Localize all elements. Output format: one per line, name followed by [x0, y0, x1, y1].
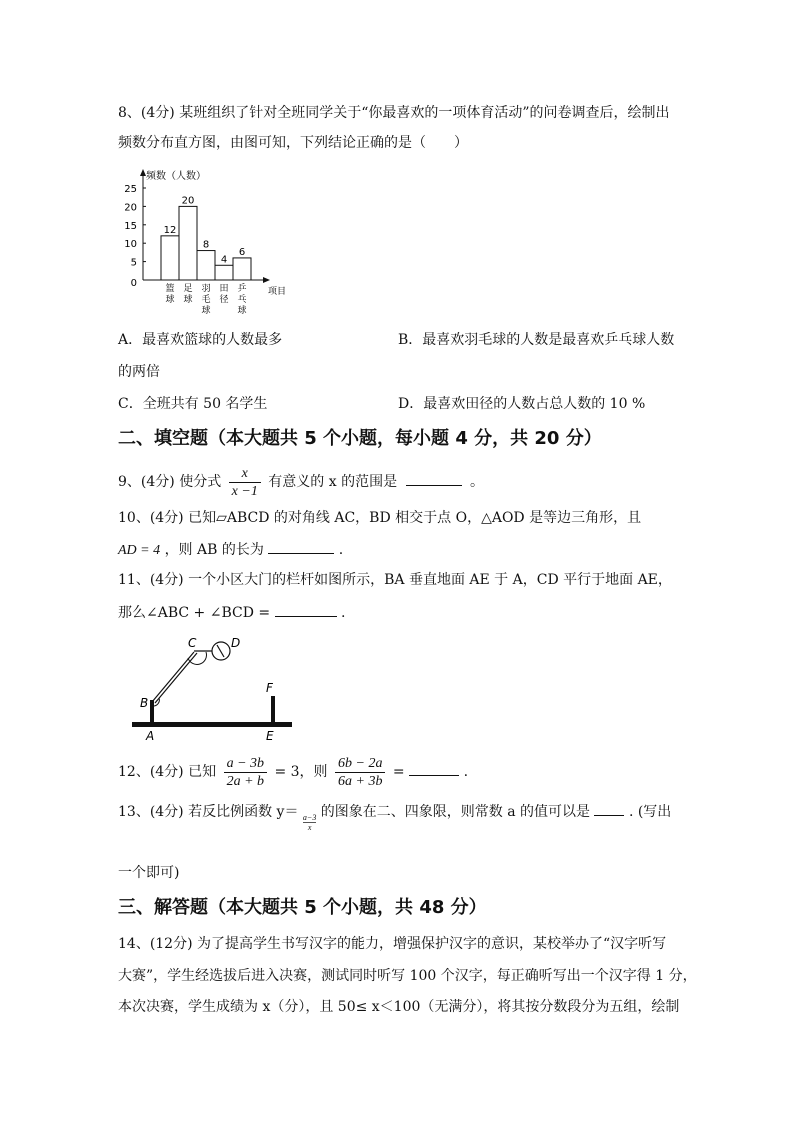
q11-answer-blank[interactable]: [275, 602, 337, 617]
arm-bc-2: [155, 653, 197, 703]
gate-barrier-figure: [128, 630, 298, 746]
q10-line2-text: ，则 AB 的长为: [164, 542, 264, 558]
bar-3: [215, 265, 233, 280]
category-label: 足球: [183, 284, 193, 305]
bar-2: [197, 251, 215, 280]
q13-f-num: a−3: [302, 812, 317, 822]
q8-line1: 8、(4分) 某班组织了针对全班同学关于“你最喜欢的一项体育活动”的问卷调查后，绘制出: [118, 105, 670, 121]
q12-mid: = 3，则: [274, 764, 328, 780]
bar-4: [233, 258, 251, 280]
q13-fraction: [303, 813, 316, 832]
q12-f2-den: 6a + 3b: [338, 773, 383, 789]
q8-option-d: D．最喜欢田径的人数占总人数的 10 %: [398, 396, 646, 412]
histogram-chart: [118, 166, 308, 326]
section-2-title: 二、填空题（本大题共 5 个小题，每小题 4 分，共 20 分）: [118, 428, 602, 449]
q11-line2: 那么∠ABC + ∠BCD = .: [118, 602, 346, 623]
y-tick-label: 10: [124, 239, 137, 251]
post-fe: [271, 696, 275, 723]
x-axis-label: 项目: [268, 287, 287, 297]
q12-eq: =: [392, 764, 405, 780]
y-axis-label: 频数（人数）: [146, 171, 206, 182]
q8-option-b-cont: 的两倍: [118, 364, 160, 380]
bar-data-label: 20: [181, 195, 195, 207]
category-label: 篮球: [165, 284, 175, 305]
q11-line1: 11、(4分) 一个小区大门的栏杆如图所示，BA 垂直地面 AE 于 A，CD 平行于地面 AE，: [118, 572, 672, 588]
q12-prefix: 12、(4分) 已知: [118, 764, 217, 780]
bar-1: [179, 206, 197, 280]
label-e: E: [266, 729, 274, 743]
section-3-title: 三、解答题（本大题共 5 个小题，共 48 分）: [118, 897, 487, 918]
category-label: 田径: [219, 284, 229, 305]
angle-c-arc: [188, 652, 206, 664]
category-label: 羽毛球: [201, 284, 211, 316]
bar-data-label: 8: [202, 239, 210, 251]
q12-fraction-1: [224, 755, 267, 790]
y-tick-label: 0: [130, 278, 137, 289]
q13-answer-blank[interactable]: [594, 801, 624, 816]
label-b: B: [140, 696, 149, 710]
q9-prefix: 9、(4分) 使分式: [118, 474, 222, 490]
q10-ad-value: AD = 4: [118, 543, 161, 558]
q8-option-b: B．最喜欢羽毛球的人数是最喜欢乒乓球人数: [398, 332, 675, 348]
q11-line2-text: 那么∠ABC + ∠BCD =: [118, 605, 271, 621]
y-tick-label: 20: [124, 202, 137, 214]
q12-answer-blank[interactable]: [409, 761, 459, 776]
category-label: 乒乓球: [237, 284, 247, 316]
y-tick-label: 5: [130, 257, 137, 269]
y-tick-label: 15: [124, 220, 137, 232]
q9: [118, 462, 484, 502]
q12: 12、(4分) 已知 $\frac{a - 3b}{2a + b}$ = 3，则 $\frac{6b - 2a}{6a + 3b}$ = .: [118, 755, 469, 789]
q12-fraction-2: [335, 755, 385, 790]
ground-line: [132, 722, 292, 727]
q13-f-den: x: [307, 822, 312, 832]
arm-bc-1: [152, 652, 194, 702]
y-tick-label: 25: [124, 184, 137, 195]
q12-f2-num: 6b − 2a: [335, 755, 385, 773]
bar-0: [161, 236, 179, 280]
pivot-mark: [217, 645, 224, 657]
q14-line2: 大赛”，学生经选拔后进入决赛，测试同时听写 100 个汉字，每正确听写出一个汉字得 1 分，: [118, 968, 697, 984]
q10-line2: AD = 4 ，则 AB 的长为 .: [118, 539, 343, 561]
q9-frac-num: x: [229, 465, 261, 483]
q13-line1: [118, 800, 672, 832]
q12-f1-num: a − 3b: [224, 755, 267, 773]
q9-frac-den: x −1: [231, 483, 258, 499]
label-f: F: [266, 681, 273, 695]
q8-line2: 频数分布直方图，由图可知，下列结论正确的是（ ）: [118, 135, 468, 151]
q13-prefix: 13、(4分) 若反比例函数 y＝: [118, 804, 299, 820]
q13-line2: 一个即可): [118, 865, 180, 881]
q9-end: 。: [469, 474, 484, 490]
x-axis-arrow: [263, 277, 270, 283]
q10-answer-blank[interactable]: [268, 539, 334, 554]
bar-data-label: 4: [220, 254, 228, 266]
q8-option-a: A．最喜欢篮球的人数最多: [118, 332, 283, 348]
label-d: D: [231, 636, 241, 650]
q9-answer-blank[interactable]: [406, 471, 462, 486]
q14-line3: 本次决赛，学生成绩为 x（分），且 50≤ x＜100（无满分），将其按分数段分为五组，绘制: [118, 999, 680, 1015]
post-ba: [150, 700, 154, 723]
label-c: C: [188, 636, 197, 650]
q12-f1-den: 2a + b: [226, 773, 265, 789]
q8-option-c: C．全班共有 50 名学生: [118, 396, 268, 412]
q9-fraction: [229, 465, 261, 500]
q14-line1: 14、(12分) 为了提高学生书写汉字的能力，增强保护汉字的意识，某校举办了“汉字听写: [118, 936, 667, 952]
label-a: A: [146, 729, 155, 743]
q13-end: . (写出: [628, 804, 672, 820]
q10-line1: 10、(4分) 已知▱ABCD 的对角线 AC，BD 相交于点 O，△AOD 是等边三角形，且: [118, 510, 642, 526]
bar-data-label: 12: [163, 224, 177, 236]
q13-suffix: 的图象在二、四象限，则常数 a 的值可以是: [320, 804, 591, 820]
q9-suffix: 有意义的 x 的范围是: [268, 474, 398, 490]
bar-data-label: 6: [238, 246, 246, 258]
